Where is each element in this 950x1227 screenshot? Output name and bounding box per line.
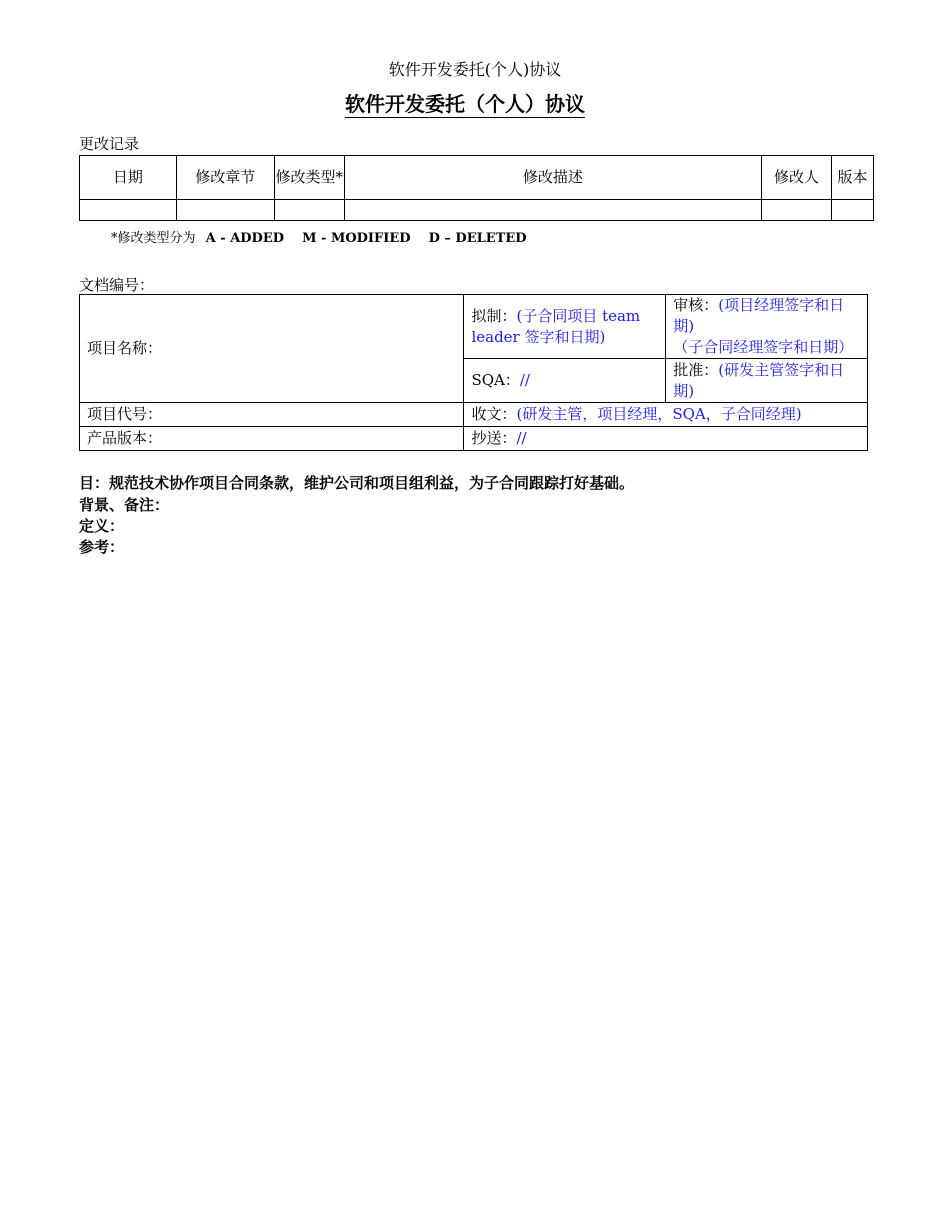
purpose-text: 目：规范技术协作项目合同条款，维护公司和项目组利益，为子合同跟踪打好基础。 [79, 474, 635, 492]
table-cell [274, 200, 344, 221]
document-title-text: 软件开发委托（个人）协议 [345, 92, 585, 116]
recipients-label: 收文： [471, 405, 517, 423]
revision-table [79, 155, 874, 221]
cc-cell [464, 427, 868, 451]
cc-label: 抄送： [471, 429, 517, 447]
project-name-cell [80, 295, 464, 403]
col-header-date: 日期 [80, 156, 177, 200]
draft-cell [464, 295, 666, 359]
table-row [80, 200, 874, 221]
col-header-type: 修改类型* [274, 156, 344, 200]
col-header-version: 版本 [832, 156, 874, 200]
background-heading: 背景、备注： [79, 496, 170, 514]
document-title [0, 88, 930, 117]
review-value-2: （子合同经理签字和日期） [673, 338, 854, 356]
table-cell [832, 200, 874, 221]
project-name-label: 项目名称： [87, 339, 163, 357]
sqa-cell [464, 359, 666, 403]
project-code-label: 项目代号： [87, 405, 163, 423]
note-types: A - ADDED M - MODIFIED D – DELETED [205, 231, 527, 246]
revision-header-row [80, 156, 874, 200]
review-value: (项目经理签字和日期) [673, 296, 845, 335]
table-cell [176, 200, 274, 221]
approve-cell [666, 359, 868, 403]
reference-heading: 参考： [79, 538, 125, 556]
sqa-value: // [519, 371, 530, 389]
definition-heading: 定义： [79, 517, 125, 535]
draft-value: (子合同项目 team leader 签字和日期) [471, 306, 641, 346]
product-version-label: 产品版本： [87, 429, 163, 447]
running-header: 软件开发委托(个人)协议 [388, 60, 562, 79]
approve-label: 批准： [673, 360, 719, 379]
recipients-value: (研发主管，项目经理，SQA，子合同经理) [516, 405, 802, 423]
document-info-table [79, 294, 868, 451]
recipients-cell [464, 403, 868, 427]
sqa-label: SQA： [471, 371, 520, 389]
draft-label: 拟制： [471, 306, 517, 325]
note-prefix: *修改类型分为 [111, 231, 196, 246]
cc-value: // [516, 429, 527, 447]
approve-value: (研发主管签字和日期) [673, 360, 845, 400]
table-cell [762, 200, 832, 221]
review-cell [666, 295, 868, 359]
col-header-author: 修改人 [762, 156, 832, 200]
col-header-section: 修改章节 [176, 156, 274, 200]
revision-section-label: 更改记录 [79, 135, 140, 153]
project-code-cell [80, 403, 464, 427]
review-label: 审核： [673, 296, 719, 314]
product-version-cell [80, 427, 464, 451]
document-number-label: 文档编号： [79, 276, 155, 294]
revision-type-note [111, 227, 527, 246]
table-cell [344, 200, 761, 221]
table-cell [80, 200, 177, 221]
col-header-description: 修改描述 [344, 156, 761, 200]
